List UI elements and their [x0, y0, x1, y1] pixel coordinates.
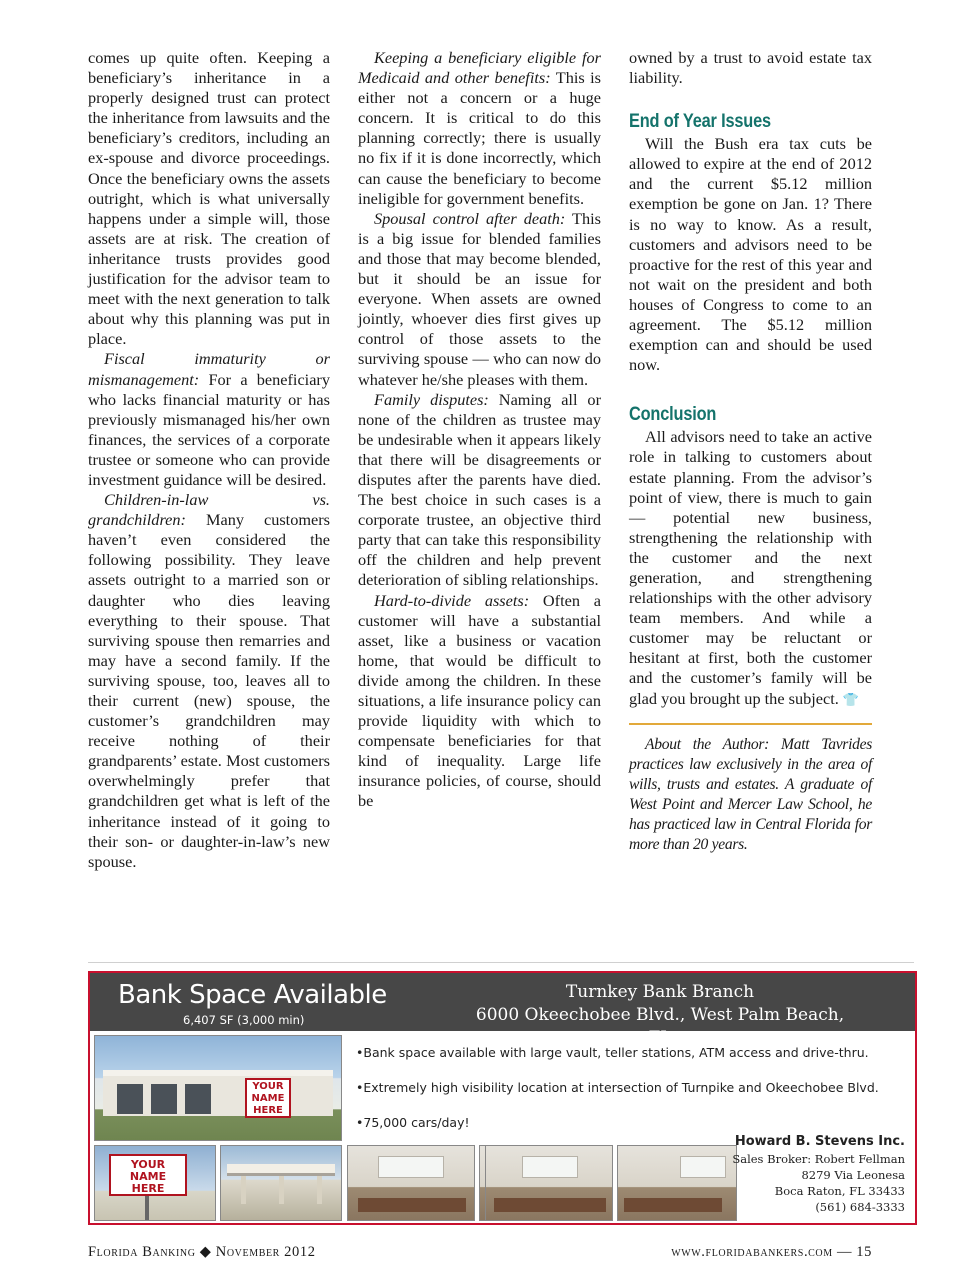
paragraph-lead: Keeping a beneficiary eligible for Medicaid and other benefits:	[358, 48, 601, 88]
paragraph-lead: Spousal control after death:	[374, 208, 566, 228]
paragraph	[358, 48, 601, 209]
building-window	[151, 1084, 177, 1114]
ad-title: Bank Space Available	[118, 980, 387, 1010]
broker-phone: (561) 684-3333	[815, 1200, 905, 1214]
paragraph: comes up quite often. Keeping a beneficiary’s inheritance in a properly designed trust can protect the inheritance from lawsuits and the beneficiary’s creditors, including an ex-spouse and divorce proceedings. Once the beneficiary owns the assets outright, which is what universally happens under a simple will, those assets are at risk. The creation of inheritance trusts provides good justification for the advisor team to meet with the next generation to talk about why this planning was put in place.	[88, 48, 330, 349]
sign-line: NAME	[251, 1093, 285, 1104]
paragraph-text: Often a customer will have a substantial asset, like a business or vacation home, that would be difficult to divide among the children. In these situations, a life insurance policy can provide liquidity with which to compensate beneficiaries for that kind of inequality. Large life insurance policies, of course, should be	[358, 590, 601, 811]
paragraph-lead: Hard-to-divide assets:	[374, 590, 530, 610]
paragraph	[358, 209, 601, 390]
sign-line: YOUR	[130, 1158, 166, 1171]
building-window	[117, 1084, 143, 1114]
paragraph	[358, 390, 601, 591]
canopy-column	[241, 1176, 246, 1204]
interior-window	[378, 1156, 444, 1178]
ad-feature-item: •Extremely high visibility location at intersection of Turnpike and Okeechobee Blvd.	[356, 1080, 879, 1095]
ad-branch-address: 6000 Okeechobee Blvd., West Palm Beach, FL	[475, 1005, 845, 1048]
canopy-column	[317, 1176, 322, 1204]
broker-contact	[732, 1133, 905, 1215]
paragraph	[88, 349, 330, 490]
building-window	[185, 1084, 211, 1114]
ad-size: 6,407 SF (3,000 min)	[183, 1013, 305, 1027]
paragraph	[88, 490, 330, 872]
sign-line: HERE	[131, 1182, 165, 1195]
footer-url-page: www.floridabankers.com — 15	[671, 1244, 872, 1260]
interior-photo-1	[347, 1145, 475, 1221]
section-heading-conclusion: Conclusion	[629, 404, 717, 426]
paragraph-text: This is either not a concern or a huge concern. It is critical to do this planning correctly; there is usually no fix if it is done incorrectly, which can cause the beneficiary to become ineligible for government benefits.	[358, 68, 601, 208]
ad-branch-name: Turnkey Bank Branch	[565, 982, 755, 1002]
author-divider	[629, 723, 872, 725]
paragraph-text: Many customers haven’t even considered the following possibility. They leave assets outright to a married son or daughter who dies leaving everything to their spouse. That surviving spouse then remarries and may have a second family. If the surviving spouse, too, leaves all to their current (new) spouse, the customer’s grandchildren may receive nothing of their grandparents’ estate. Most customers overwhelmingly prefer that grandchildren get what is left of the inheritance instead of it going to their son- or daughter-in-law’s new spouse.	[88, 510, 330, 871]
paragraph-lead: Children-in-law vs. grandchildren:	[88, 490, 330, 530]
ad-branch-info	[470, 981, 850, 1050]
interior-window	[522, 1156, 578, 1178]
interior-counter	[358, 1198, 466, 1212]
sign-post	[145, 1196, 149, 1221]
author-bio-text: About the Author: Matt Tavrides practices law exclusively in the area of wills, trusts and estates. A graduate of West Point and Mercer Law School, he has practiced law in Central Florida for more than 20 years.	[629, 735, 872, 853]
paragraph-lead: Family disputes:	[374, 389, 489, 409]
sign-line: YOUR	[252, 1081, 284, 1092]
interior-photo-4	[617, 1145, 737, 1221]
interior-counter	[624, 1198, 722, 1212]
paragraph	[358, 591, 601, 812]
author-bio	[629, 735, 872, 855]
broker-street: 8279 Via Leonesa	[801, 1168, 905, 1182]
interior-photo-3	[485, 1145, 613, 1221]
ad-top-divider	[88, 962, 914, 963]
road-sign-photo	[94, 1145, 216, 1221]
paragraph	[629, 427, 872, 710]
end-of-article-icon: 👕	[842, 692, 859, 708]
broker-city: Boca Raton, FL 33433	[774, 1184, 905, 1198]
paragraph-text: This is a big issue for blended families and those that may become blended, but it should be an issue for everyone. When assets are owned jointly, whoever dies first gives up control of those assets to the surviving spouse — who can now do whatever he/she pleases with them.	[358, 208, 601, 389]
drive-thru-canopy	[227, 1164, 335, 1176]
building-name-sign	[245, 1078, 291, 1118]
broker-agent: Sales Broker: Robert Fellman	[732, 1152, 905, 1166]
broker-firm: Howard B. Stevens Inc.	[734, 1134, 905, 1149]
sign-line: HERE	[253, 1105, 283, 1116]
footer-publication: Florida Banking ◆ November 2012	[88, 1244, 316, 1260]
road-name-sign	[109, 1154, 187, 1196]
article-column-1	[88, 48, 330, 872]
paragraph: Will the Bush era tax cuts be allowed to expire at the end of 2012 and the current $5.12 million exemption be gone on Jan. 1? There is no way to know. As a result, customers and advisors need to be proactive for the rest of this year and not wait on the president and both houses of Congress to come to an agreement. The $5.12 million exemption can and should be used now.	[629, 134, 872, 375]
paragraph-lead: Fiscal immaturity or mismanagement:	[88, 349, 330, 389]
drive-thru-photo	[220, 1145, 342, 1221]
bank-building-photo	[94, 1035, 342, 1141]
interior-counter	[494, 1198, 606, 1212]
article-column-2	[358, 48, 601, 812]
ad-feature-item: •Bank space available with large vault, teller stations, ATM access and drive-thru.	[356, 1045, 869, 1060]
paragraph-text: Naming all or none of the children as trustee may be undesirable when it appears likely that there will be disagreements or disputes after the parents have died. The best choice in such cases is a corporate trustee, an objective third party that can take this responsibility off the children and help prevent deterioration of sibling relationships.	[358, 389, 601, 590]
paragraph: owned by a trust to avoid estate tax liability.	[629, 48, 872, 88]
section-heading-end-of-year: End of Year Issues	[629, 111, 771, 133]
interior-window	[680, 1156, 726, 1178]
article-column-3	[629, 48, 872, 855]
paragraph-text: For a beneficiary who lacks financial maturity or has previously mismanaged his/her own finances, the services of a corporate trustee or someone who can provide investment guidance will be desired.	[88, 369, 330, 489]
canopy-column	[279, 1176, 284, 1204]
sign-line: NAME	[129, 1170, 167, 1183]
ad-header	[90, 973, 915, 1048]
ad-feature-item: •75,000 cars/day!	[356, 1115, 470, 1130]
paragraph-text: All advisors need to take an active role in talking to customers about estate planning. From the advisor’s point of view, there is much to gain — potential new business, strengthening the relationship with the customer and the next generation, and strengthening relationships with the other advisory team members. And while a customer may be reluctant or hesitant at first, both the customer and the customer’s family will be glad you brought up the subject.	[629, 427, 872, 708]
bank-space-advertisement	[88, 971, 917, 1225]
